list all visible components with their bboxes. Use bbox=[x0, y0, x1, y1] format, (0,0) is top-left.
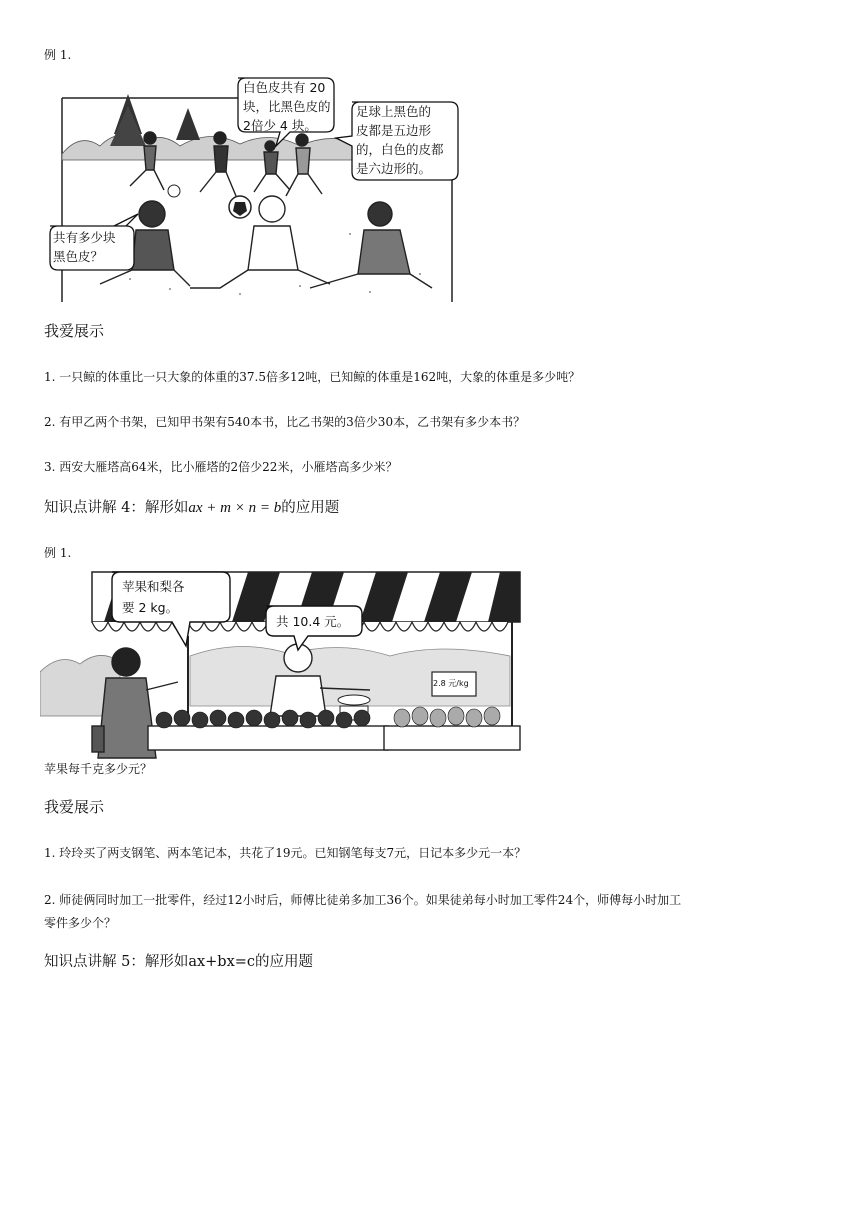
heading-4-prefix: 知识点讲解 4：解形如 bbox=[44, 500, 189, 516]
price-sign: 2.8 元/kg bbox=[433, 679, 469, 688]
bubble-white-patches: 白色皮共有 20 块，比黑色皮的 2倍少 4 块。 bbox=[243, 80, 331, 133]
problem-1-3: 3. 西安大雁塔高64米，比小雁塔的2倍少22米，小雁塔高多少米？ bbox=[44, 460, 398, 474]
example-label-2: 例 1. bbox=[44, 546, 72, 560]
caption-apple-price: 苹果每千克多少元？ bbox=[44, 762, 153, 776]
bubble-order: 苹果和梨各 要 2 kg。 bbox=[122, 579, 185, 615]
section-heading-4 bbox=[44, 496, 339, 517]
problem-2-2: 2. 师徒俩同时加工一批零件，经过12小时后，师傅比徒弟多加工36个。如果徒弟每小时加工零件24个，师傅每小时加工 bbox=[44, 893, 682, 907]
show-title-1: 我爱展示 bbox=[44, 322, 105, 340]
fruit-stall-illustration bbox=[40, 566, 524, 760]
heading-4-suffix: 的应用题 bbox=[281, 500, 340, 516]
show-title-2: 我爱展示 bbox=[44, 798, 105, 816]
bubble-total: 共 10.4 元。 bbox=[276, 614, 350, 629]
section-heading-5: 知识点讲解 5：解形如ax+bx=c的应用题 bbox=[44, 954, 314, 970]
example-label-1: 例 1. bbox=[44, 48, 72, 62]
problem-2-2-cont: 零件多少个？ bbox=[44, 916, 117, 930]
problem-2-1: 1. 玲玲买了两支钢笔、两本笔记本，共花了19元。已知钢笔每支7元，日记本多少元一本？ bbox=[44, 846, 527, 860]
bubble-patch-shapes: 足球上黑色的 皮都是五边形 的，白色的皮都 是六边形的。 bbox=[356, 104, 444, 176]
bubble-question: 共有多少块 黑色皮？ bbox=[53, 230, 116, 264]
problem-1-2: 2. 有甲乙两个书架，已知甲书架有540本书，比乙书架的3倍少30本，乙书架有多少本书？ bbox=[44, 415, 526, 429]
soccer-illustration bbox=[40, 74, 460, 304]
heading-4-formula: ax + m × n = b bbox=[188, 500, 282, 516]
problem-1-1: 1. 一只鲸的体重比一只大象的体重的37.5倍多12吨，已知鲸的体重是162吨，大象的体重是多少吨？ bbox=[44, 370, 581, 384]
